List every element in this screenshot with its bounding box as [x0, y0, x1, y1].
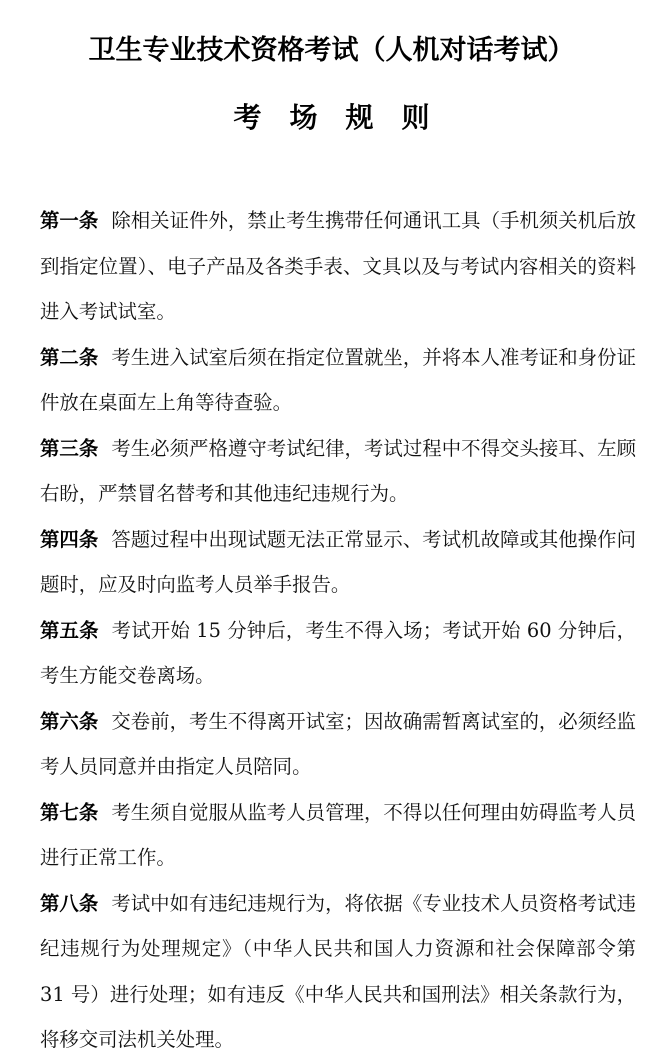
article-text: 答题过程中出现试题无法正常显示、考试机故障或其他操作问题时，应及时向监考人员举手报告。	[40, 527, 637, 596]
article-label: 第四条	[40, 527, 99, 551]
article-label: 第三条	[40, 436, 99, 460]
article-text: 交卷前，考生不得离开试室；因故确需暂离试室的，必须经监考人员同意并由指定人员陪同。	[40, 709, 637, 778]
article-label: 第二条	[40, 345, 99, 369]
article-item	[40, 335, 636, 426]
article-text: 考试中如有违纪违规行为，将依据《专业技术人员资格考试违纪违规行为处理规定》（中华人民共和国人力资源和社会保障部令第 31 号）进行处理；如有违反《中华人民共和国刑法》相关条款行为，将移交司法机关处理。	[40, 891, 637, 1051]
article-text: 考试开始 15 分钟后，考生不得入场；考试开始 60 分钟后，考生方能交卷离场。	[40, 618, 636, 687]
article-text: 考生须自觉服从监考人员管理，不得以任何理由妨碍监考人员进行正常工作。	[40, 800, 637, 869]
article-item	[40, 426, 636, 517]
article-text: 考生必须严格遵守考试纪律，考试过程中不得交头接耳、左顾右盼，严禁冒名替考和其他违纪违规行为。	[40, 436, 637, 505]
article-item	[40, 198, 636, 335]
article-label: 第六条	[40, 709, 99, 733]
article-label: 第五条	[40, 618, 99, 642]
article-label: 第七条	[40, 800, 99, 824]
article-text: 考生进入试室后须在指定位置就坐，并将本人准考证和身份证件放在桌面左上角等待查验。	[40, 345, 637, 414]
document-subtitle: 考场规则	[233, 101, 458, 134]
document-title: 卫生专业技术资格考试（人机对话考试）	[88, 35, 575, 66]
article-label: 第一条	[40, 209, 99, 232]
article-text: 除相关证件外，禁止考生携带任何通讯工具（手机须关机后放到指定位置）、电子产品及各类手表、文具以及与考试内容相关的资料进入考试试室。	[40, 209, 637, 323]
article-item	[40, 881, 636, 1063]
article-item	[40, 790, 636, 881]
article-item	[40, 517, 636, 608]
article-item	[40, 608, 636, 699]
article-list	[40, 198, 636, 1063]
article-label: 第八条	[40, 891, 99, 915]
article-item	[40, 699, 636, 790]
